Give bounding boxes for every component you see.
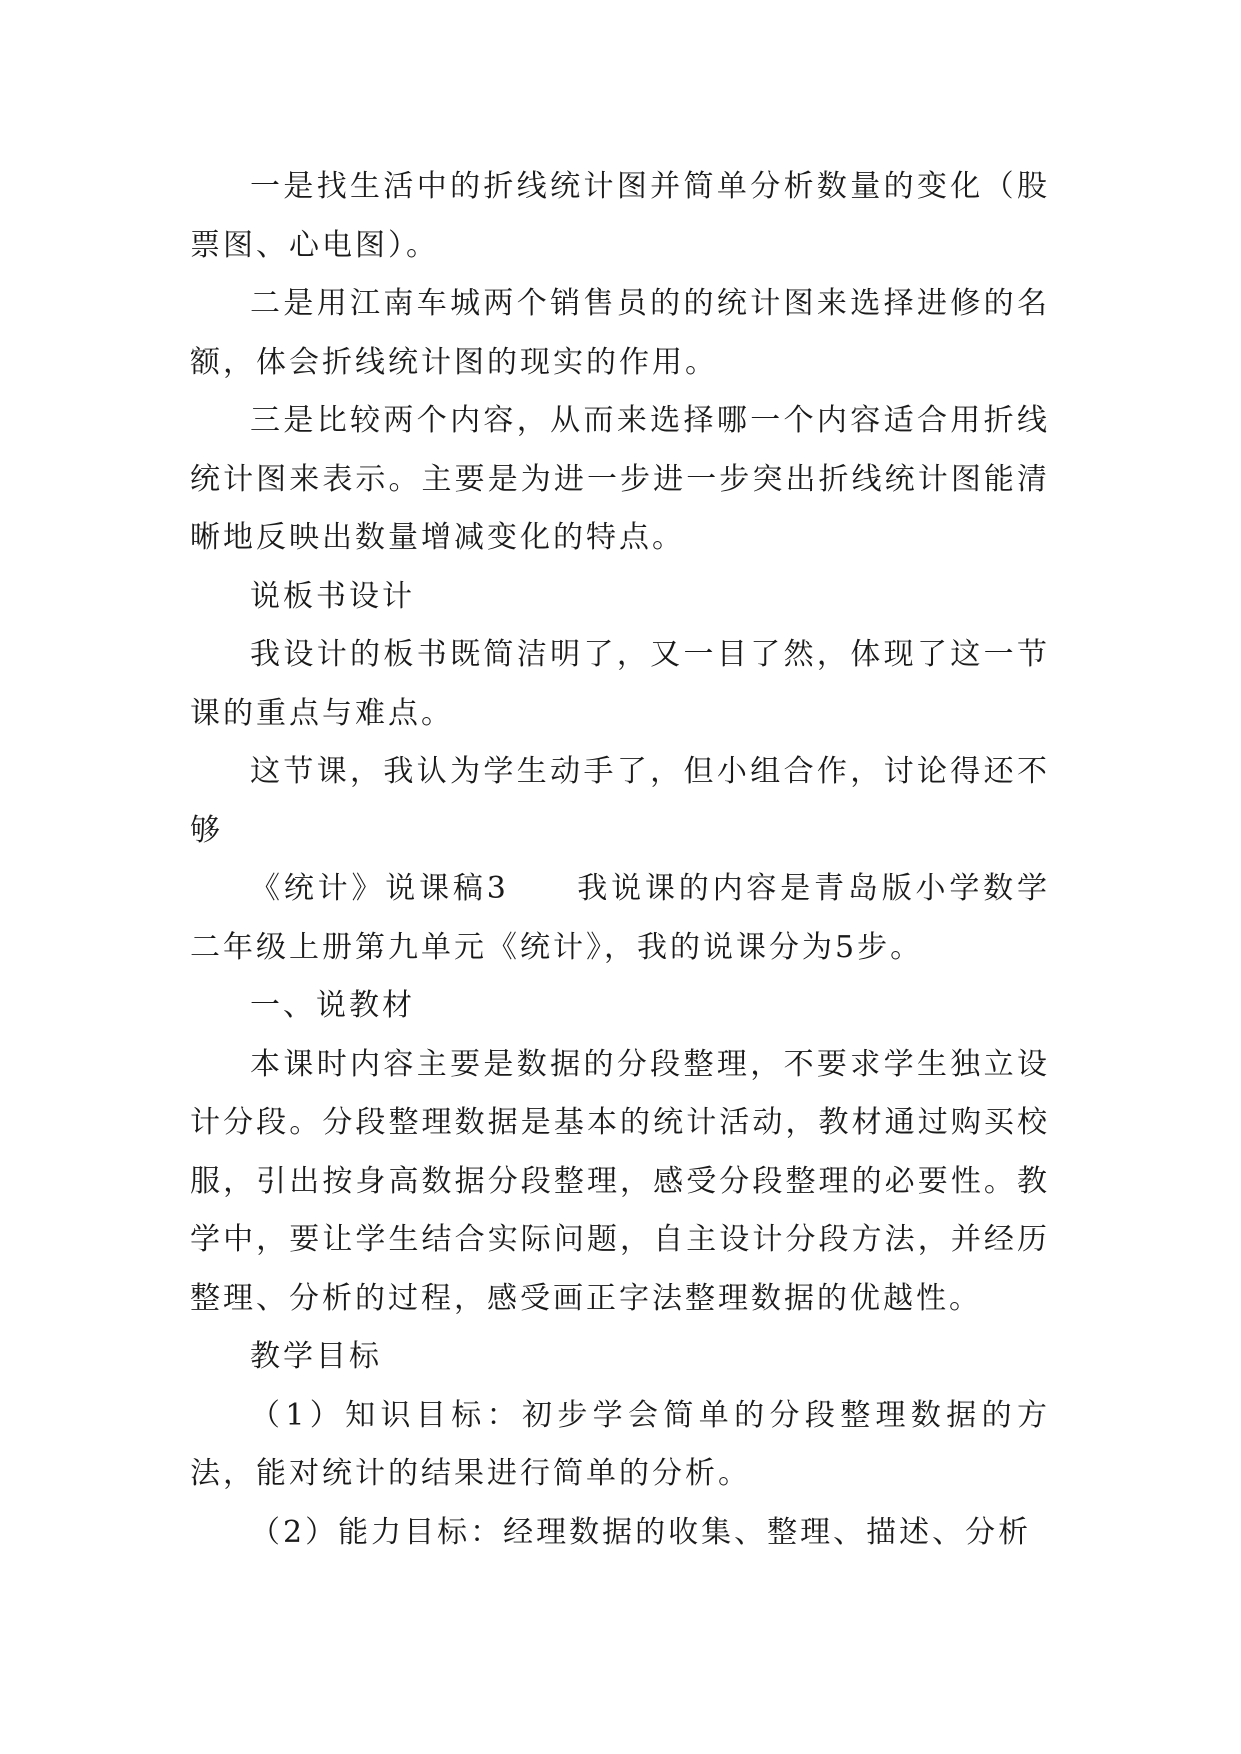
document-body [190,158,1050,1562]
paragraph-lesson-intro: 《统计》说课稿3 我说课的内容是青岛版小学数学二年级上册第九单元《统计》，我的说课分为5步。 [190,871,1050,965]
paragraph-ability-goal: （2）能力目标：经理数据的收集、整理、描述、分析 [250,1514,1032,1550]
paragraph-board-design: 我设计的板书既简洁明了，又一目了然，体现了这一节课的重点与难点。 [190,637,1050,731]
section-heading-goals: 教学目标 [250,1339,382,1374]
section-heading-textbook: 一、说教材 [250,988,415,1023]
paragraph-compare-content: 三是比较两个内容，从而来选择哪一个内容适合用折线统计图来表示。主要是为进一步进一步突出折线统计图能清晰地反映出数量增减变化的特点。 [190,403,1050,555]
paragraph-stock-chart: 一是找生活中的折线统计图并简单分析数量的变化（股票图、心电图）。 [190,169,1050,263]
paragraph-sales-chart: 二是用江南车城两个销售员的的统计图来选择进修的名额，体会折线统计图的现实的作用。 [190,286,1050,380]
section-heading-board-design: 说板书设计 [250,578,415,614]
paragraph-reflection: 这节课，我认为学生动手了，但小组合作，讨论得还不够 [190,754,1050,848]
paragraph-textbook: 本课时内容主要是数据的分段整理，不要求学生独立设计分段。分段整理数据是基本的统计活动，教材通过购买校服，引出按身高数据分段整理，感受分段整理的必要性。教学中，要让学生结合实际问题，自主设计分段方法，并经历整理、分析的过程，感受画正字法整理数据的优越性。 [190,1046,1050,1316]
paragraph-knowledge-goal: （1）知识目标：初步学会简单的分段整理数据的方法，能对统计的结果进行简单的分析。 [190,1397,1050,1491]
